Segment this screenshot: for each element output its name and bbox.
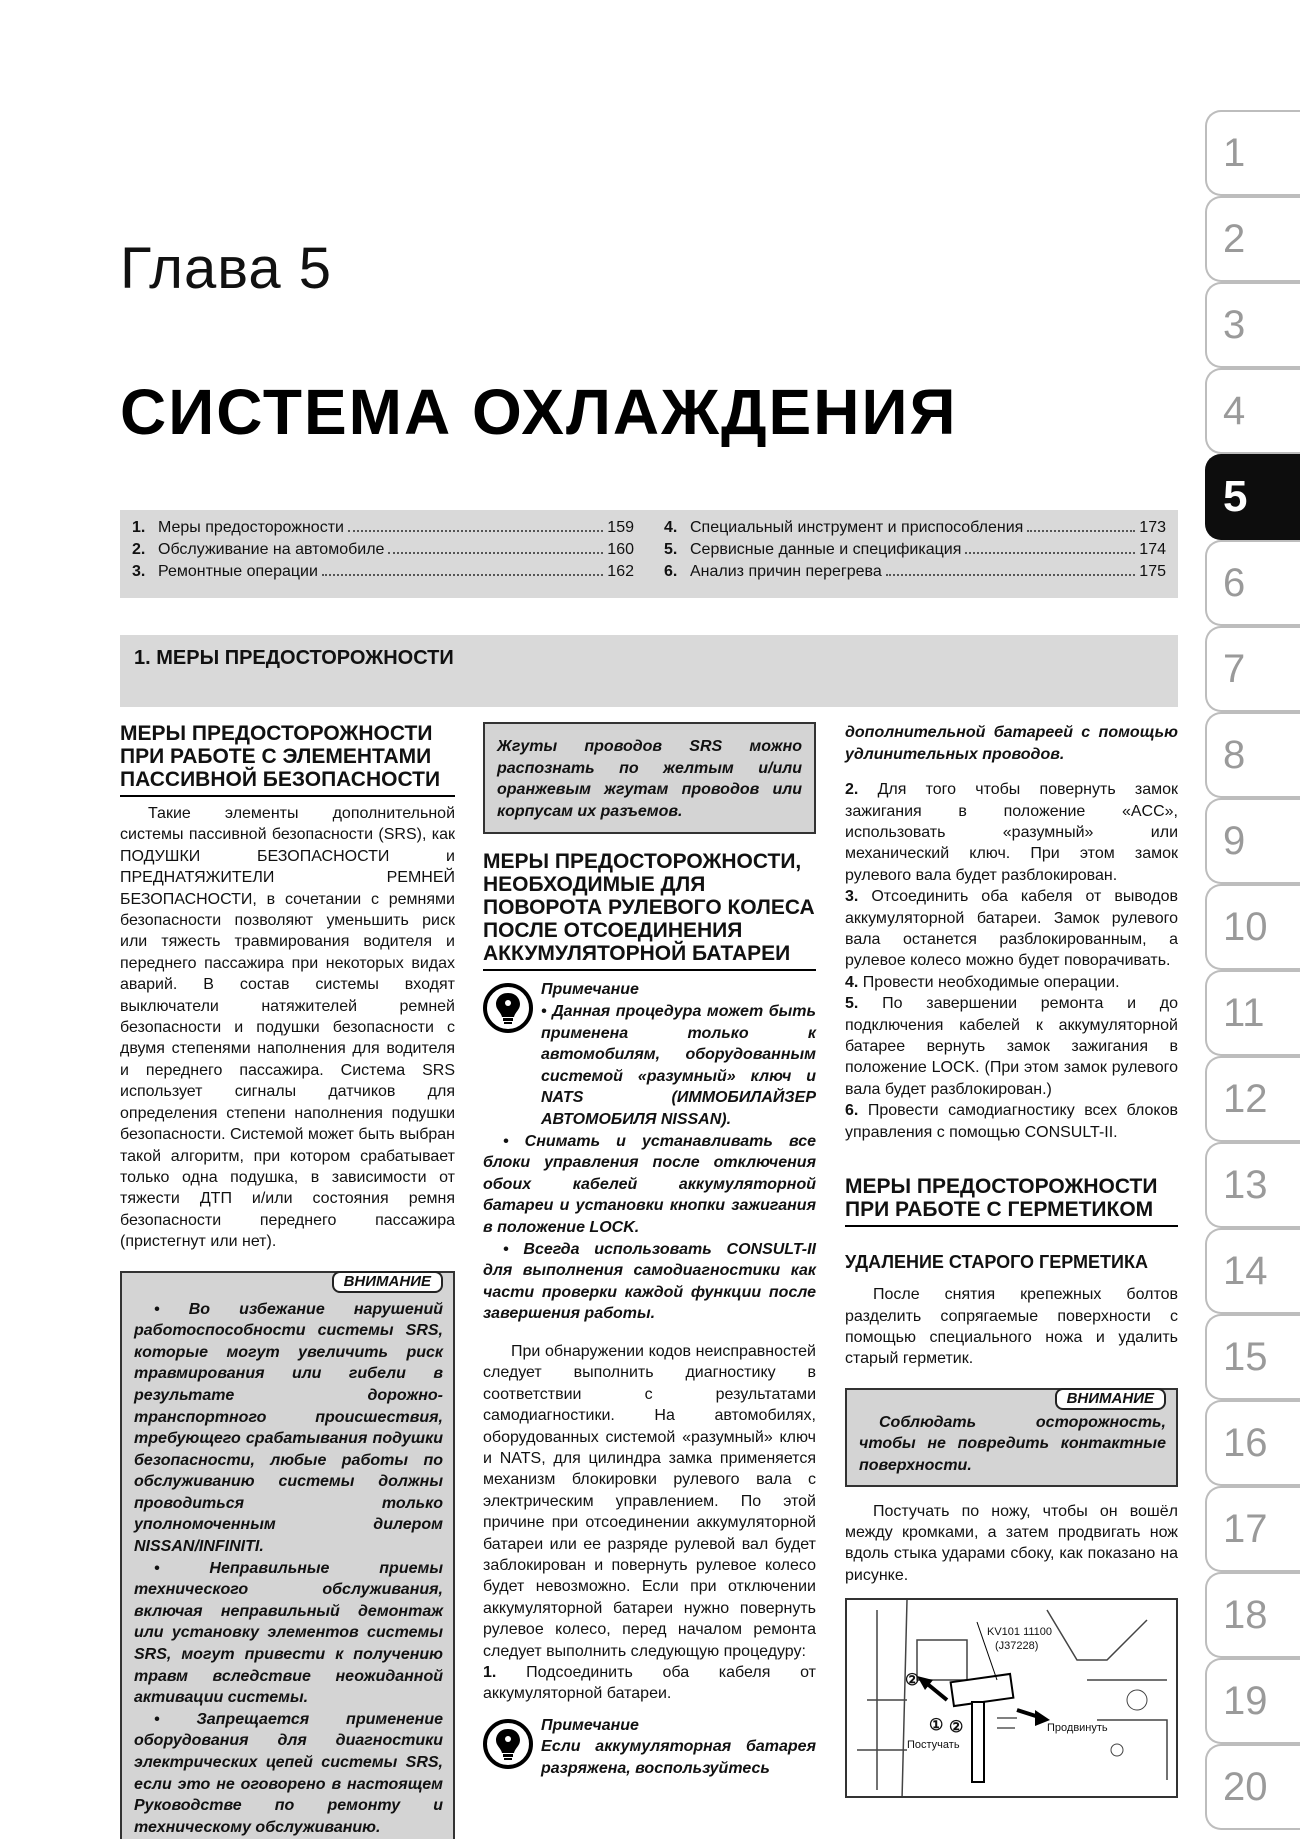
chapter-tab-16[interactable]: 16 bbox=[1205, 1400, 1300, 1486]
column-left bbox=[120, 722, 455, 1839]
chapter-tab-2[interactable]: 2 bbox=[1205, 196, 1300, 282]
figure-tool-label: KV101 11100 bbox=[987, 1626, 1053, 1639]
toc-right bbox=[664, 519, 1166, 598]
sealant-heading: МЕРЫ ПРЕДОСТОРОЖНОСТИ ПРИ РАБОТЕ С ГЕРМЕТИКОМ bbox=[845, 1175, 1178, 1227]
chapter-tab-18[interactable]: 18 bbox=[1205, 1572, 1300, 1658]
sealant-paragraph: После снятия крепежных болтов разделить сопрягаемые поверхности с помощью специального ножа и удалить старый герметик. bbox=[845, 1286, 1178, 1368]
toc-left bbox=[132, 519, 634, 598]
chapter-tab-19[interactable]: 19 bbox=[1205, 1658, 1300, 1744]
steering-paragraph: При обнаружении кодов неисправностей следует выполнить диагностику в соответствии с результатами самодиагностики. На автомобилях, оборудованных системой «разумный» ключ и NATS, для цилиндра замка применяется механизм блокировки рулевого вала с электрическим управлением. По этой причине при отсоединении аккумуляторной батареи или ее разряде рулевой вал будет заблокирован и повернуть рулевое колесо будет невозможно. Если при отключении аккумуляторной батареи нужно повернуть рулевое колесо, перед началом ремонта следует выполнить следующую процедуру: bbox=[483, 1342, 816, 1660]
steering-note bbox=[483, 979, 816, 1130]
chapter-tab-8[interactable]: 8 bbox=[1205, 712, 1300, 798]
toc-item[interactable]: 4. Специальный инструмент и приспособления 173 bbox=[664, 519, 1166, 536]
chapter-tab-10[interactable]: 10 bbox=[1205, 884, 1300, 970]
step-item: 6. Провести самодиагностику всех блоков управления с помощью CONSULT-II. bbox=[845, 1102, 1178, 1141]
figure-callout: ② bbox=[905, 1672, 920, 1690]
section-heading-bar: 1. МЕРЫ ПРЕДОСТОРОЖНОСТИ bbox=[120, 635, 1178, 707]
note-item: Если аккумуляторная батарея разряжена, воспользуйтесь bbox=[541, 1738, 816, 1777]
srs-paragraph: Такие элементы дополнительной системы пассивной безопасности (SRS), как ПОДУШКИ БЕЗОПАСНОСТИ и ПРЕДНАТЯЖИТЕЛИ РЕМНЕЙ БЕЗОПАСНОСТИ, в сочетании с ремнями безопасности позволяют уменьшить риск или тяжесть травмирования водителя и переднего пассажира при некоторых видах аварий. В состав системы входят выключатели натяжителей ремней безопасности и подушки безопасности с двумя степенями наполнения для водителя и переднего пассажира. Система SRS использует сигналы датчиков для определения степени наполнения подушки безопасности. Системой может быть выбран такой алгоритм, при котором срабатывает только одна подушка, в зависимости от тяжести ДТП и/или состояния ремня безопасности переднего пассажира (пристегнут или нет). bbox=[120, 805, 455, 1251]
note-title: Примечание bbox=[541, 981, 639, 999]
note-item: • Данная процедура может быть применена только к автомобилям, оборудованным системой «разумный» ключ и NATS (ИММОБИЛАЙЗЕР АВТОМОБИЛЯ NISSAN). bbox=[541, 1002, 816, 1128]
note-title: Примечание bbox=[541, 1716, 639, 1734]
figure-callout: ① bbox=[929, 1717, 944, 1735]
chapter-title: СИСТЕМА ОХЛАЖДЕНИЯ bbox=[120, 376, 958, 448]
sealant-warning-box bbox=[845, 1388, 1178, 1487]
warning-tag: ВНИМАНИЕ bbox=[1055, 1388, 1166, 1410]
battery-note bbox=[483, 1715, 816, 1780]
figure-tool-code: (J37228) bbox=[995, 1640, 1039, 1653]
note-continuation: дополнительной батареей с помощью удлинительных проводов. bbox=[845, 724, 1178, 763]
figure-label-tap: Постучать bbox=[907, 1739, 960, 1752]
chapter-tab-17[interactable]: 17 bbox=[1205, 1486, 1300, 1572]
chapter-label: Глава 5 bbox=[120, 236, 333, 301]
chapter-tab-14[interactable]: 14 bbox=[1205, 1228, 1300, 1314]
steps-list bbox=[845, 779, 1178, 1143]
figure-label-move: Продвинуть bbox=[1047, 1722, 1108, 1735]
warning-tag: ВНИМАНИЕ bbox=[332, 1271, 443, 1293]
chapter-tab-3[interactable]: 3 bbox=[1205, 282, 1300, 368]
step-item: 3. Отсоединить оба кабеля от выводов аккумуляторной батареи. Замок рулевого вала останется разблокированным, а рулевое колесо можно будет поворачивать. bbox=[845, 888, 1178, 970]
chapter-tab-15[interactable]: 15 bbox=[1205, 1314, 1300, 1400]
toc-item[interactable]: 6. Анализ причин перегрева 175 bbox=[664, 563, 1166, 580]
warning-item: • Во избежание нарушений работоспособности системы SRS, которые могут увеличить риск травмирования или гибели в результате дорожно-транспортного происшествия, требующего срабатывания подушки безопасности, любые работы по обслуживанию системы должны проводиться только уполномоченным дилером NISSAN/INFINITI. bbox=[134, 1300, 443, 1556]
toc-item[interactable]: 1. Меры предосторожности 159 bbox=[132, 519, 634, 536]
chapter-tabs bbox=[1205, 110, 1300, 1830]
note-item: • Всегда использовать CONSULT-II для выполнения самодиагностики как части проверки каждой функции после завершения работы. bbox=[483, 1240, 816, 1323]
info-bulb-icon bbox=[483, 1719, 533, 1769]
chapter-tab-7[interactable]: 7 bbox=[1205, 626, 1300, 712]
sealant-paragraph-2: Постучать по ножу, чтобы он вошёл между кромками, а затем продвигать нож вдоль стыка ударами сбоку, как показано на рисунке. bbox=[845, 1502, 1178, 1584]
sealant-subheading: УДАЛЕНИЕ СТАРОГО ГЕРМЕТИКА bbox=[845, 1252, 1148, 1273]
step-item: 4. Провести необходимые операции. bbox=[845, 973, 1120, 991]
chapter-tab-4[interactable]: 4 bbox=[1205, 368, 1300, 454]
steering-heading: МЕРЫ ПРЕДОСТОРОЖНОСТИ, НЕОБХОДИМЫЕ ДЛЯ ПОВОРОТА РУЛЕВОГО КОЛЕСА ПОСЛЕ ОТСОЕДИНЕНИЯ АККУМУЛЯТОРНОЙ БАТАРЕИ bbox=[483, 850, 816, 971]
toc-item[interactable]: 3. Ремонтные операции 162 bbox=[132, 563, 634, 580]
toc-item[interactable]: 2. Обслуживание на автомобиле 160 bbox=[132, 541, 634, 558]
toc-item[interactable]: 5. Сервисные данные и спецификация 174 bbox=[664, 541, 1166, 558]
srs-warning-box bbox=[120, 1271, 455, 1839]
chapter-tab-13[interactable]: 13 bbox=[1205, 1142, 1300, 1228]
chapter-tab-12[interactable]: 12 bbox=[1205, 1056, 1300, 1142]
chapter-tab-11[interactable]: 11 bbox=[1205, 970, 1300, 1056]
chapter-tab-20[interactable]: 20 bbox=[1205, 1744, 1300, 1830]
column-middle bbox=[483, 722, 816, 1780]
chapter-tab-5[interactable]: 5 bbox=[1205, 454, 1300, 540]
srs-heading: МЕРЫ ПРЕДОСТОРОЖНОСТИ ПРИ РАБОТЕ С ЭЛЕМЕНТАМИ ПАССИВНОЙ БЕЗОПАСНОСТИ bbox=[120, 722, 455, 797]
warning-item: • Запрещается применение оборудования для диагностики электрических цепей системы SRS, если это не оговорено в настоящем Руководстве по ремонту и техническому обслуживанию. bbox=[134, 1710, 443, 1836]
warning-item: • Неправильные приемы технического обслуживания, включая неправильный демонтаж или установку элементов системы SRS, могут привести к получению травм вследствие неожиданной активации системы. bbox=[134, 1559, 443, 1707]
note-item: • Снимать и устанавливать все блоки управления после отключения обоих кабелей аккумуляторной батареи и установки кнопки зажигания в положение LOCK. bbox=[483, 1132, 816, 1236]
step-item: 2. Для того чтобы повернуть замок зажигания в положение «ACC», использовать «разумный» или механический ключ. При этом замок рулевого вала будет разблокирован. bbox=[845, 781, 1179, 884]
sealant-removal-figure bbox=[845, 1598, 1178, 1798]
figure-callout: ② bbox=[949, 1719, 964, 1737]
info-bulb-icon bbox=[483, 983, 533, 1033]
column-right bbox=[845, 722, 1178, 1798]
srs-harness-note: Жгуты проводов SRS можно распознать по желтым и/или оранжевым жгутам проводов или корпусам их разъемов. bbox=[483, 722, 816, 834]
chapter-tab-1[interactable]: 1 bbox=[1205, 110, 1300, 196]
step-item: 1. Подсоединить оба кабеля от аккумуляторной батареи. bbox=[483, 1663, 816, 1703]
note-continued bbox=[483, 1131, 816, 1325]
chapter-tab-6[interactable]: 6 bbox=[1205, 540, 1300, 626]
chapter-tab-9[interactable]: 9 bbox=[1205, 798, 1300, 884]
chapter-contents bbox=[120, 510, 1178, 598]
step-item: 5. По завершении ремонта и до подключения кабелей к аккумуляторной батарее вернуть замок зажигания в положение LOCK. (При этом замок рулевого вала будет разблокирован.) bbox=[845, 995, 1178, 1098]
warning-item: Соблюдать осторожность, чтобы не повредить контактные поверхности. bbox=[859, 1413, 1166, 1474]
